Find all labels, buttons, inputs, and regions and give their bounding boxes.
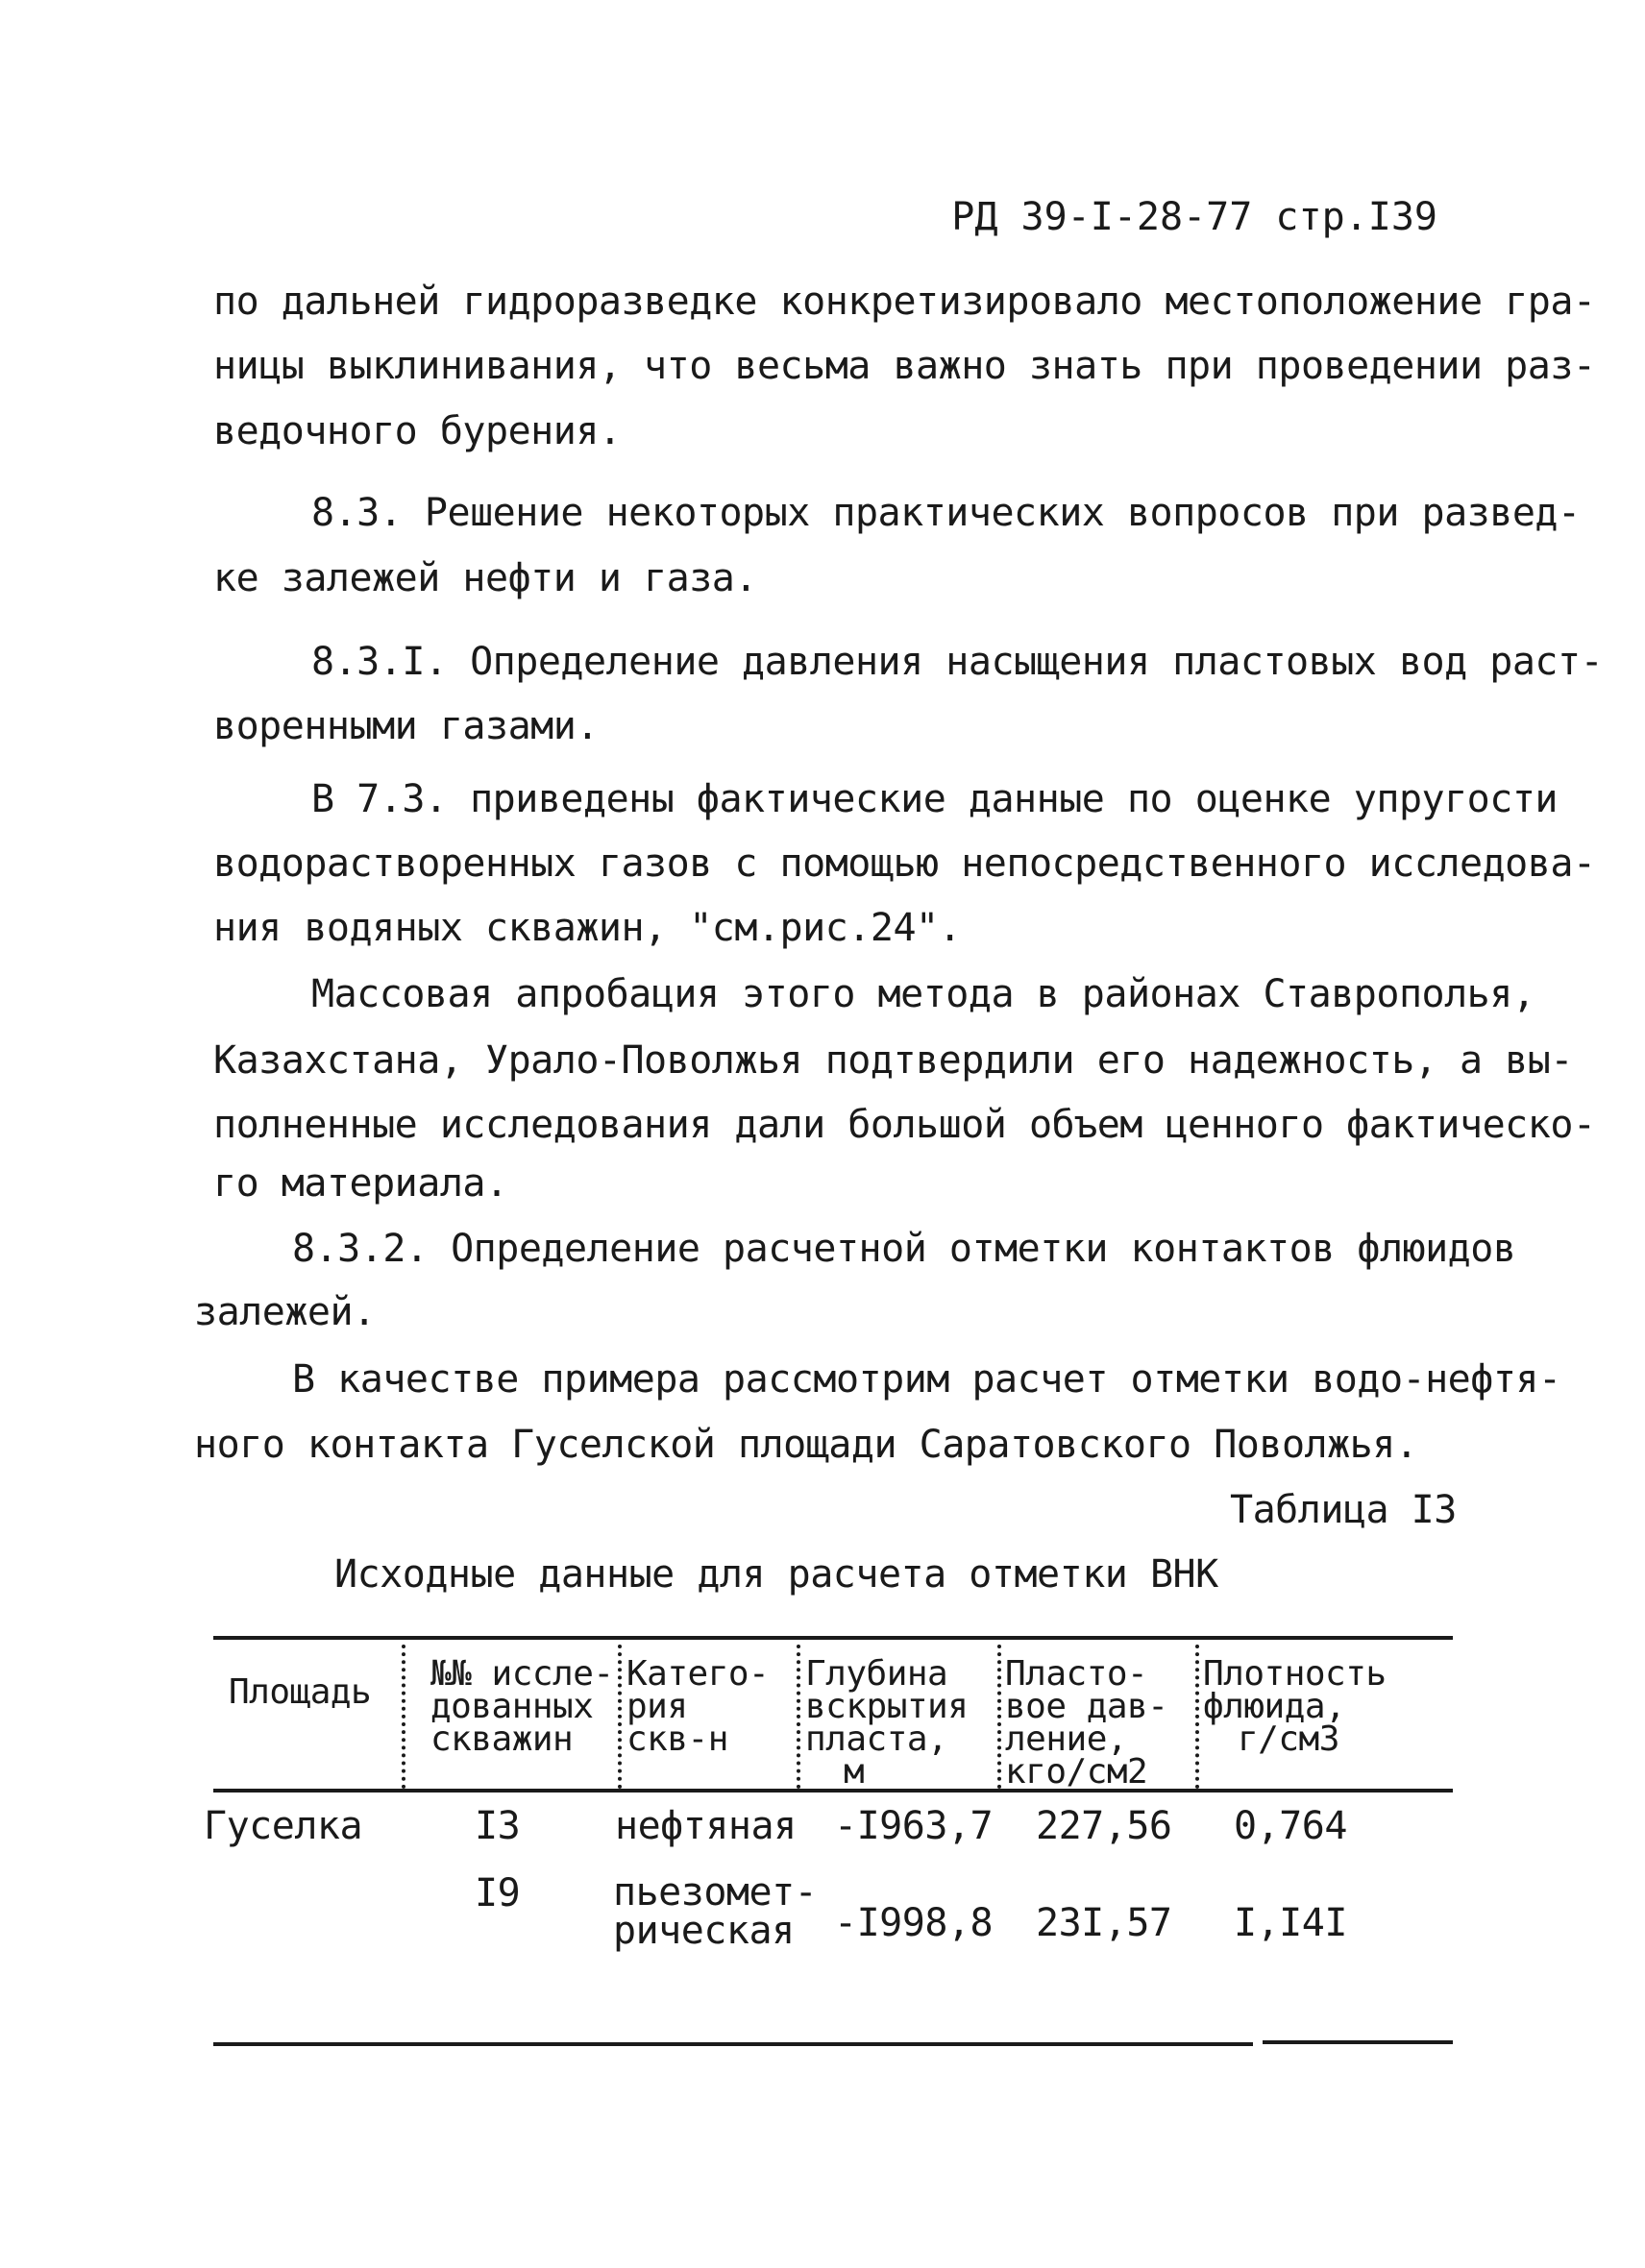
column-separator	[1195, 1645, 1199, 1789]
section-heading: ке залежей нефти и газа.	[213, 556, 757, 600]
header-pressure: Пласто- вое дав- ление, кго/см2	[1005, 1654, 1168, 1792]
cell-category: нефтяная	[615, 1804, 797, 1848]
subsection-heading: залежей.	[194, 1290, 376, 1334]
cell-density: 0,764	[1234, 1804, 1347, 1848]
table-label: Таблица I3	[1230, 1488, 1457, 1532]
text-line: полненные исследования дали большой объем ценного фактическо-	[213, 1103, 1596, 1147]
text-line: водорастворенных газов с помощью непосредственного исследова-	[213, 841, 1596, 886]
column-separator	[997, 1645, 1001, 1789]
header-category: Катего- рия скв-н	[626, 1654, 770, 1759]
cell-pressure: 227,56	[1036, 1804, 1172, 1848]
text-line: Казахстана, Урало-Поволжья подтвердили его надежность, а вы-	[213, 1038, 1573, 1083]
cell-well: I9	[475, 1871, 521, 1915]
cell-density: I,I4I	[1234, 1901, 1347, 1945]
column-separator	[618, 1645, 622, 1789]
column-separator	[797, 1645, 800, 1789]
subsection-heading: воренными газами.	[213, 704, 599, 748]
section-heading: 8.3. Решение некоторых практических вопросов при развед-	[311, 491, 1581, 535]
table-title: Исходные данные для расчета отметки ВНК	[334, 1552, 1218, 1597]
table-header-rule	[213, 1789, 1453, 1792]
page-header: РД 39-I-28-77 стр.I39	[951, 195, 1437, 239]
header-well-number: №№ иссле- дованных скважин	[430, 1654, 614, 1759]
header-depth: Глубина вскрытия пласта, м	[805, 1654, 969, 1792]
text-line: В 7.3. приведены фактические данные по оценке упругости	[311, 777, 1559, 821]
cell-depth: -I998,8	[834, 1901, 994, 1945]
cell-depth: -I963,7	[834, 1804, 994, 1848]
cell-well: I3	[475, 1804, 521, 1848]
subsection-heading: 8.3.2. Определение расчетной отметки контактов флюидов	[292, 1227, 1516, 1271]
text-line: ния водяных скважин, "см.рис.24".	[213, 906, 962, 950]
text-line: ведочного бурения.	[213, 409, 622, 453]
cell-pressure: 23I,57	[1036, 1901, 1172, 1945]
text-line: го материала.	[213, 1161, 508, 1206]
table-bottom-rule	[213, 2042, 1253, 2046]
table-bottom-rule	[1263, 2040, 1453, 2044]
text-line: Массовая апробация этого метода в районах Ставрополья,	[311, 972, 1535, 1016]
header-area: Площадь	[229, 1672, 372, 1712]
text-line: ного контакта Гуселской площади Саратовского Поволжья.	[194, 1423, 1418, 1467]
subsection-heading: 8.3.I. Определение давления насыщения пластовых вод раст-	[311, 640, 1604, 684]
table-top-rule	[213, 1636, 1453, 1640]
column-separator	[402, 1645, 405, 1789]
cell-category: пьезомет- рическая	[613, 1870, 818, 1953]
cell-area: Гуселка	[204, 1804, 363, 1848]
text-line: ницы выклинивания, что весьма важно знать при проведении раз-	[213, 344, 1596, 388]
text-line: В качестве примера рассмотрим расчет отметки водо-нефтя-	[292, 1357, 1561, 1402]
text-line: по дальней гидроразведке конкретизировало местоположение гра-	[213, 280, 1596, 324]
header-density: Плотность флюида, г/см3	[1203, 1654, 1387, 1759]
